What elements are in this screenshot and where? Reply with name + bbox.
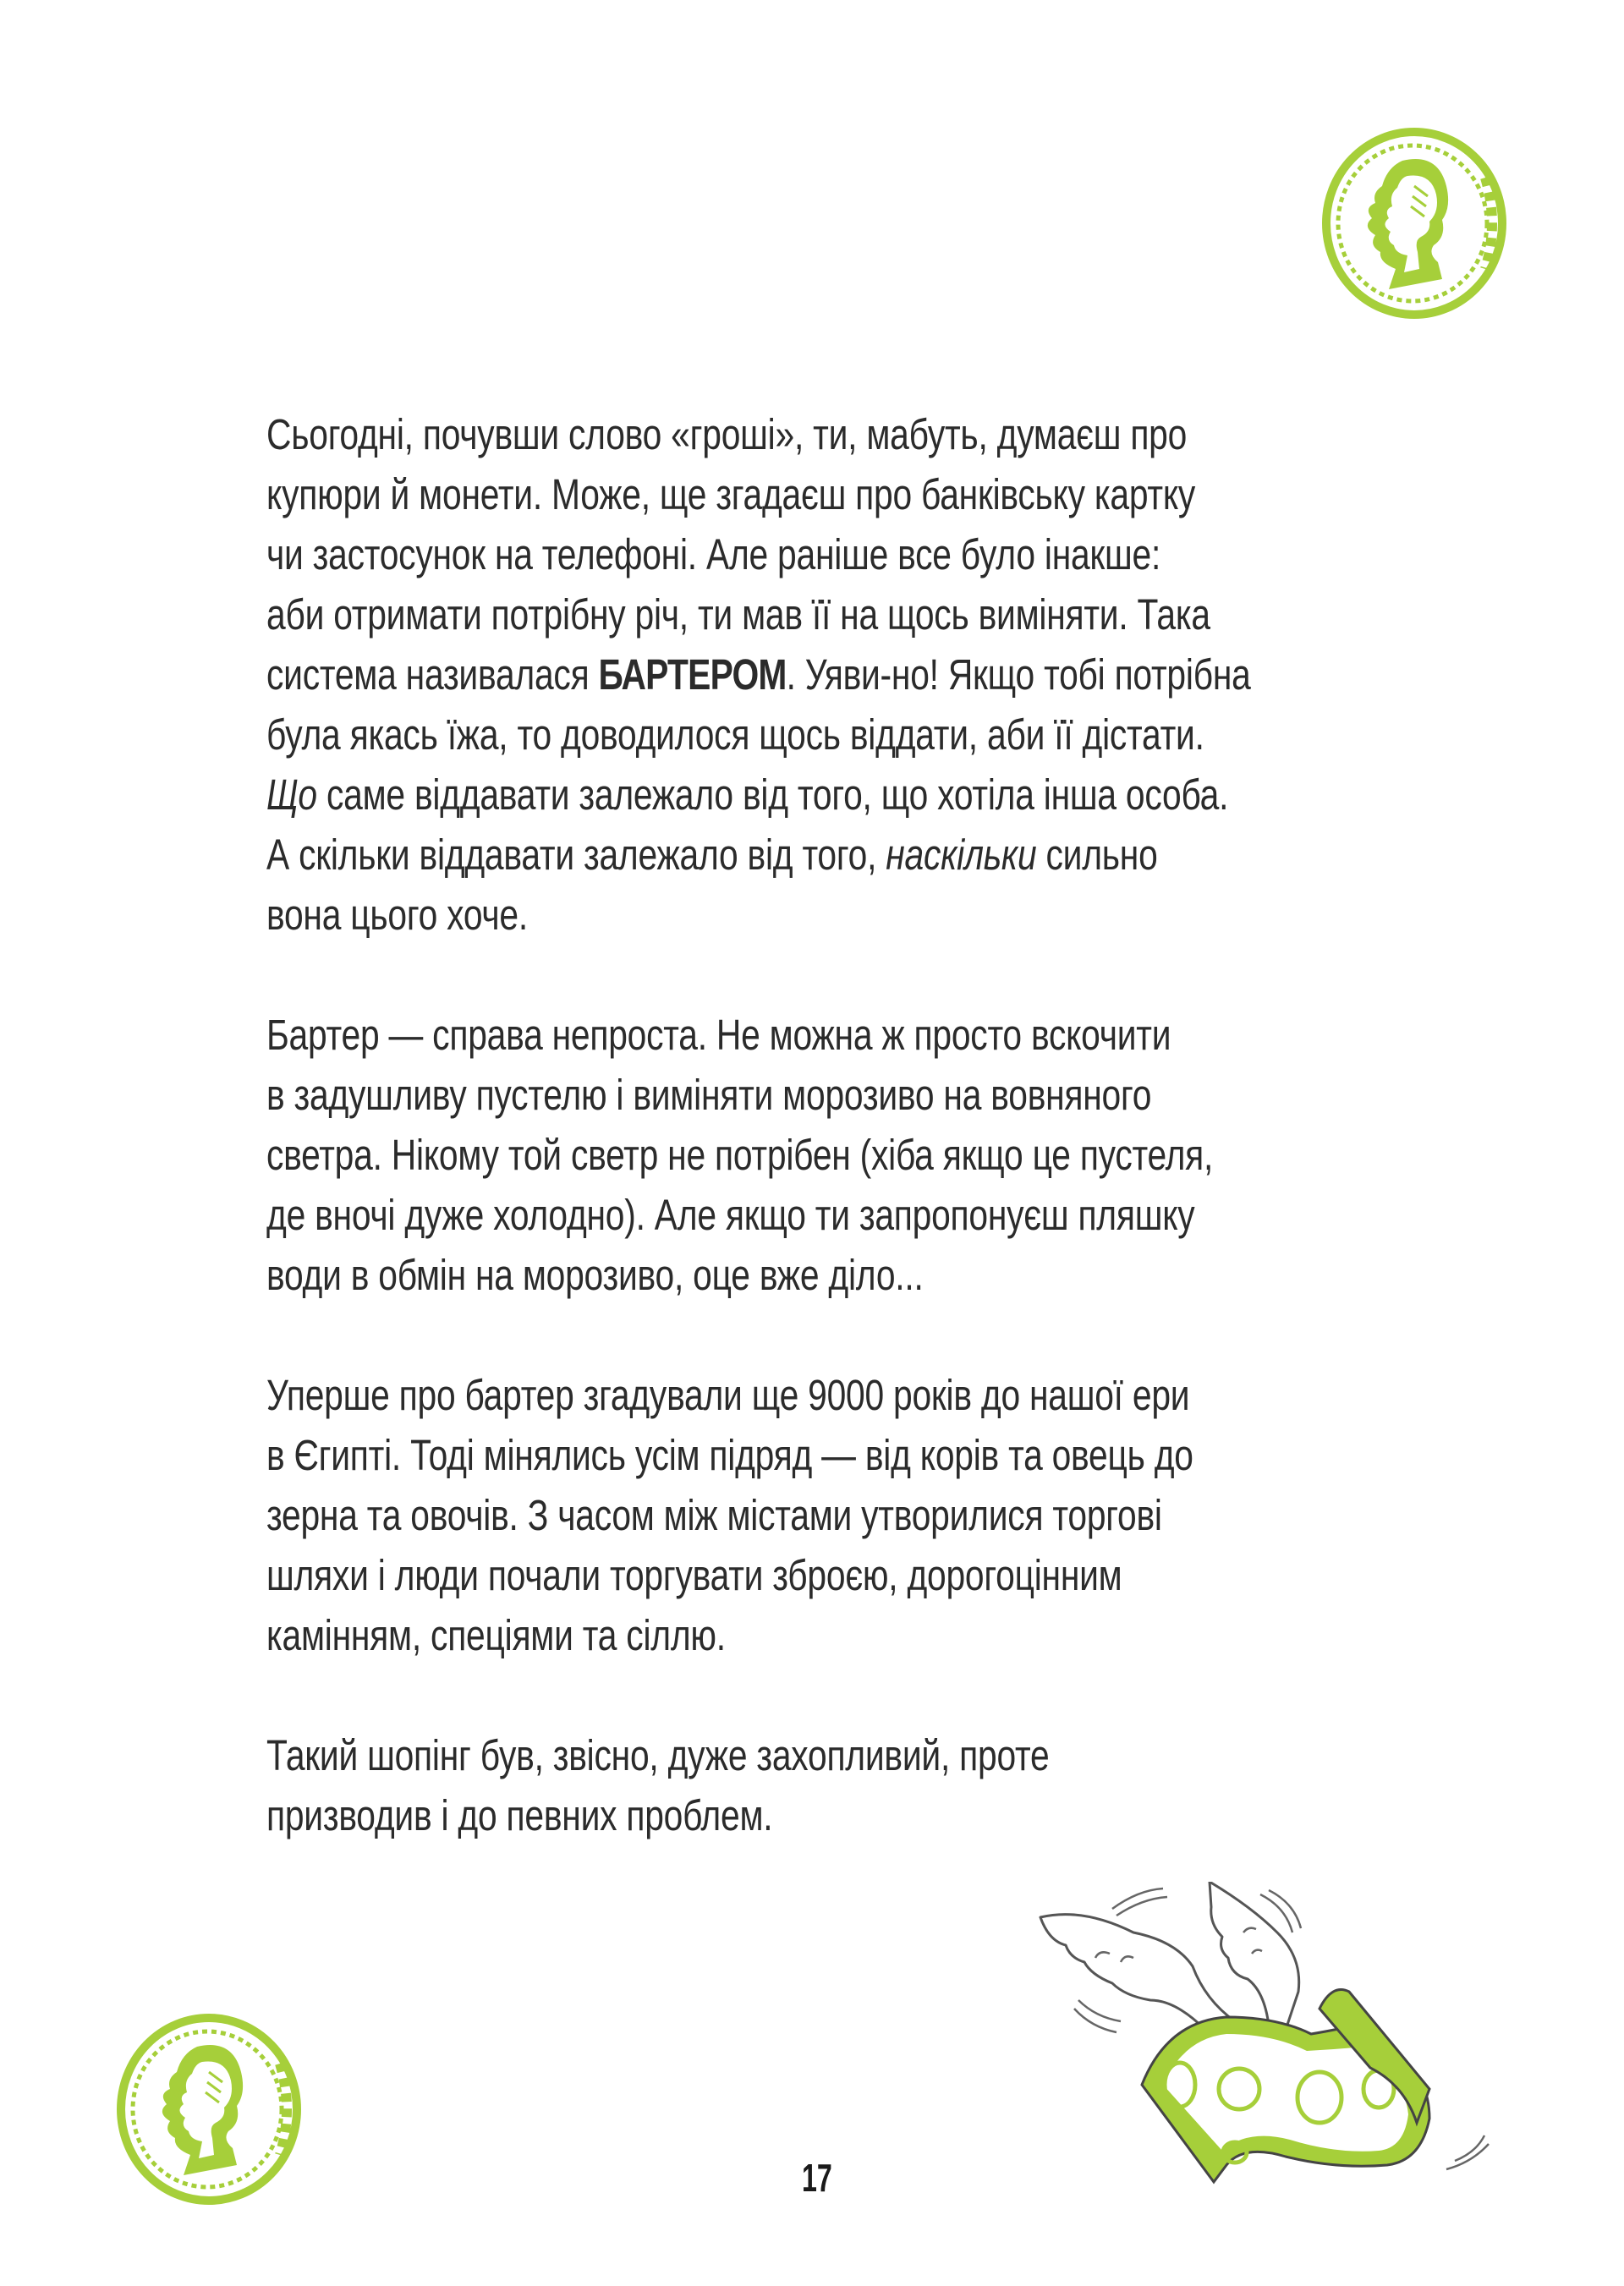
text-line: вона цього хоче.	[266, 891, 528, 939]
text-line: Сьогодні, почувши слово «гроші», ти, мабуть, думаєш про	[266, 410, 1188, 458]
coin-profile-icon	[114, 2013, 307, 2206]
emphasis: наскільки	[886, 831, 1037, 879]
text-line: де вночі дуже холодно). Але якщо ти запропонуєш пляшку	[266, 1191, 1195, 1239]
text-line: светра. Нікому той светр не потрібен (хіба якщо це пустеля,	[266, 1131, 1214, 1179]
text-line: аби отримати потрібну річ, ти мав її на щось виміняти. Така	[266, 590, 1210, 639]
paragraph	[266, 404, 1434, 945]
text-line: Що саме віддавати залежало від того, що хотіла інша особа.	[266, 770, 1229, 819]
text-line: купюри й монети. Може, ще згадаєш про банківську картку	[266, 470, 1196, 518]
text-line: в задушливу пустелю і виміняти морозиво на вовняного	[266, 1071, 1152, 1119]
text-line: чи застосунок на телефоні. Але раніше все було інакше:	[266, 530, 1161, 578]
winged-banknote-icon	[1032, 1882, 1522, 2203]
text-line: призводив і до певних проблем.	[266, 1791, 773, 1839]
emphasis: Що	[266, 770, 317, 819]
coin-profile-icon	[1320, 127, 1512, 320]
text-line: А скільки віддавати залежало від того, наскільки сильно	[266, 831, 1158, 879]
text-line: шляхи і люди почали торгувати зброєю, дорогоцінним	[266, 1551, 1122, 1599]
paragraph	[266, 1365, 1434, 1665]
text-line: в Єгипті. Тоді мінялись усім підряд — від корів та овець до	[266, 1431, 1193, 1479]
text-line: була якась їжа, то доводилося щось віддати, аби її дістати.	[266, 710, 1204, 759]
barter-term: БАРТЕРОМ	[598, 650, 787, 699]
text-line: води в обмін на морозиво, оце вже діло...	[266, 1251, 924, 1299]
text-line: система називалася БАРТЕРОМ. Уяви-но! Якщо тобі потрібна	[266, 650, 1251, 699]
page-number: 17	[802, 2156, 832, 2200]
paragraph	[266, 1725, 1434, 1845]
body-text	[266, 404, 1434, 1905]
text-line: Бартер — справа непроста. Не можна ж просто вскочити	[266, 1011, 1171, 1059]
text-line: камінням, спеціями та сіллю.	[266, 1611, 726, 1659]
text-line: зерна та овочів. З часом між містами утворилися торгові	[266, 1491, 1162, 1539]
paragraph	[266, 1005, 1434, 1305]
text-line: Уперше про бартер згадували ще 9000 років до нашої ери	[266, 1371, 1190, 1419]
text-line: Такий шопінг був, звісно, дуже захопливий, проте	[266, 1731, 1050, 1779]
